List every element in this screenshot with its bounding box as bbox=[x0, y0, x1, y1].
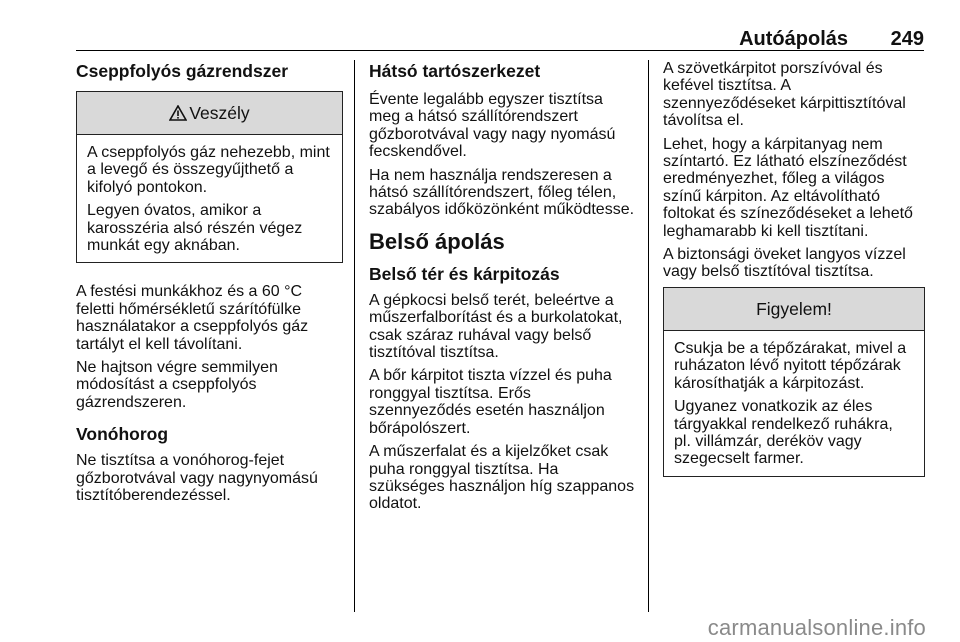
lpg-paragraph: A festési munkákhoz és a 60 °C feletti hőmérsékletű szárítófülke használatakor a cseppfolyós gáz tartályt el kell távolítani. bbox=[76, 283, 309, 353]
danger-paragraph: Legyen óvatos, amikor a karosszéria alsó részén végez munkát egy aknában. bbox=[87, 202, 303, 255]
notice-box-body bbox=[664, 331, 924, 476]
interior-paragraph: A gépkocsi belső terét, beleértve a műszerfalborítást és a burkolatokat, csak száraz ruhával vagy belső tisztítóval tisztítsa. bbox=[369, 291, 623, 362]
rear-carrier-heading: Hátsó tartószerkezet bbox=[369, 61, 541, 81]
tow-hook-paragraph: Ne tisztítsa a vonóhorog-fejet gőzborotvával vagy nagynyomású tisztítóberendezéssel. bbox=[76, 452, 318, 505]
notice-box-header bbox=[664, 288, 924, 331]
notice-box-title: Figyelem! bbox=[756, 298, 832, 319]
danger-box-title: Veszély bbox=[189, 103, 250, 123]
section-title: Autóápolás bbox=[739, 28, 848, 50]
interior-upholstery-heading: Belső tér és kárpitozás bbox=[369, 263, 560, 284]
notice-box bbox=[663, 287, 925, 477]
notice-paragraph: Csukja be a tépőzárakat, mivel a ruházaton lévő nyitott tépőzárak károsíthatják a kárpitozást. bbox=[674, 339, 907, 392]
column-3 bbox=[663, 60, 925, 497]
notice-paragraph: Ugyanez vonatkozik az éles tárgyakkal rendelkező ruhákra, pl. villámzár, deréköv vagy szegecselt farmer. bbox=[674, 398, 893, 468]
danger-paragraph: A cseppfolyós gáz nehezebb, mint a levegő és összegyűjthető a kifolyó pontokon. bbox=[87, 144, 330, 196]
rear-carrier-paragraph: Évente legalább egyszer tisztítsa meg a hátsó szállítórendszert gőzborotvával vagy nagy nyomású fecskendővel. bbox=[369, 91, 616, 161]
column-1 bbox=[76, 60, 343, 511]
tow-hook-heading: Vonóhorog bbox=[76, 424, 169, 445]
rear-carrier-paragraph: Ha nem használja rendszeresen a hátsó szállítórendszert, főleg télen, szabályos időközönként működtesse. bbox=[369, 166, 635, 219]
danger-box-body bbox=[77, 135, 342, 262]
upholstery-paragraph: A biztonsági öveket langyos vízzel vagy belső tisztítóval tisztítsa. bbox=[663, 246, 906, 281]
column-divider-1 bbox=[354, 60, 355, 612]
lpg-heading: Cseppfolyós gázrendszer bbox=[76, 61, 288, 81]
lpg-paragraph: Ne hajtson végre semmilyen módosítást a cseppfolyós gázrendszeren. bbox=[76, 359, 278, 411]
header-rule bbox=[76, 50, 924, 51]
column-2 bbox=[369, 60, 637, 519]
page-number: 249 bbox=[890, 28, 924, 50]
warning-triangle-icon bbox=[169, 105, 187, 121]
interior-paragraph: A bőr kárpitot tiszta vízzel és puha ronggyal tisztítsa. Erős szennyeződés esetén használjon bőrápolószert. bbox=[369, 367, 612, 437]
page-header bbox=[0, 0, 960, 48]
interior-care-heading: Belső ápolás bbox=[369, 228, 505, 254]
danger-box bbox=[76, 91, 343, 263]
column-divider-2 bbox=[648, 60, 649, 612]
watermark: carmanualsonline.info bbox=[707, 615, 926, 640]
interior-paragraph: A műszerfalat és a kijelzőket csak puha ronggyal tisztítsa. Ha szükséges használjon híg szappanos oldatot. bbox=[369, 443, 635, 513]
upholstery-paragraph: A szövetkárpitot porszívóval és kefével tisztítsa. A szennyeződéseket kárpittisztítóval távolítsa el. bbox=[663, 60, 906, 130]
upholstery-paragraph: Lehet, hogy a kárpitanyag nem színtartó. Ez látható elszíneződést eredményezhet, főleg a világos színű kárpiton. Az eltávolítható foltokat és színeződéseket a lehető leghamarabb ki kell tisztítani. bbox=[663, 135, 913, 240]
danger-box-header bbox=[77, 92, 342, 135]
